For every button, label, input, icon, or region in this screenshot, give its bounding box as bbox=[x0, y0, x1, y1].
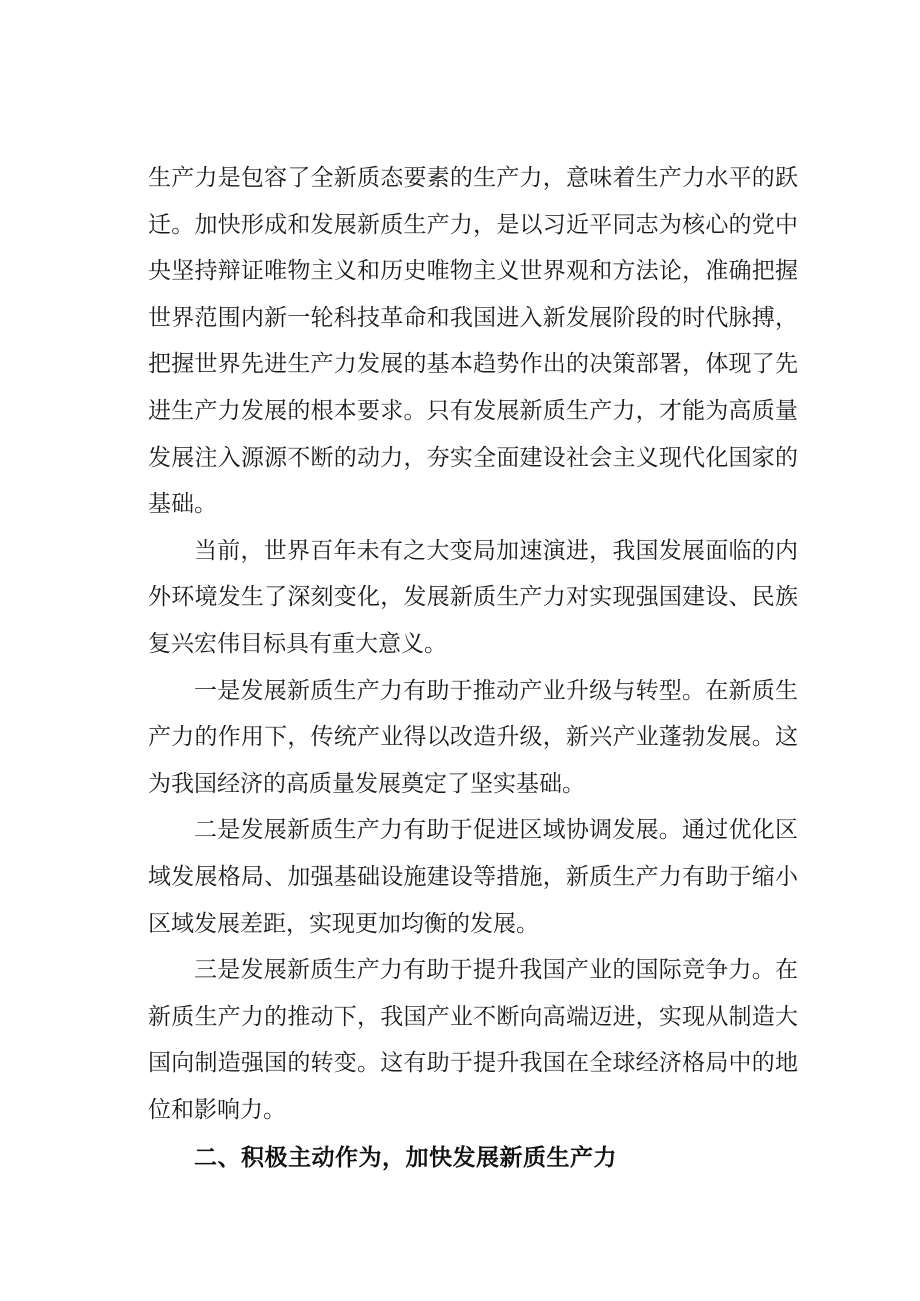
paragraph-point-three: 三是发展新质生产力有助于提升我国产业的国际竞争力。在新质生产力的推动下，我国产业不断向高端迈进，实现从制造大国向制造强国的转变。这有助于提升我国在全球经济格局中的地位和影响力。 bbox=[148, 957, 798, 1123]
paragraph-point-two: 二是发展新质生产力有助于促进区域协调发展。通过优化区域发展格局、加强基础设施建设等措施，新质生产力有助于缩小区域发展差距，实现更加均衡的发展。 bbox=[148, 817, 798, 937]
section-heading: 二、积极主动作为，加快发展新质生产力 bbox=[194, 1145, 617, 1172]
paragraph-point-one: 一是发展新质生产力有助于推动产业升级与转型。在新质生产力的作用下，传统产业得以改造升级，新兴产业蓬勃发展。这为我国经济的高质量发展奠定了坚实基础。 bbox=[148, 677, 798, 797]
paragraph-intro-continuation: 生产力是包容了全新质态要素的生产力，意味着生产力水平的跃迁。加快形成和发展新质生产力，是以习近平同志为核心的党中央坚持辩证唯物主义和历史唯物主义世界观和方法论，准确把握世界范围内新一轮科技革命和我国进入新发展阶段的时代脉搏，把握世界先进生产力发展的基本趋势作出的决策部署，体现了先进生产力发展的根本要求。只有发展新质生产力，才能为高质量发展注入源源不断的动力，夯实全面建设社会主义现代化国家的基础。 bbox=[148, 165, 798, 518]
paragraph-current-situation: 当前，世界百年未有之大变局加速演进，我国发展面临的内外环境发生了深刻变化，发展新质生产力对实现强国建设、民族复兴宏伟目标具有重大意义。 bbox=[148, 537, 798, 657]
document-body bbox=[148, 155, 798, 1182]
